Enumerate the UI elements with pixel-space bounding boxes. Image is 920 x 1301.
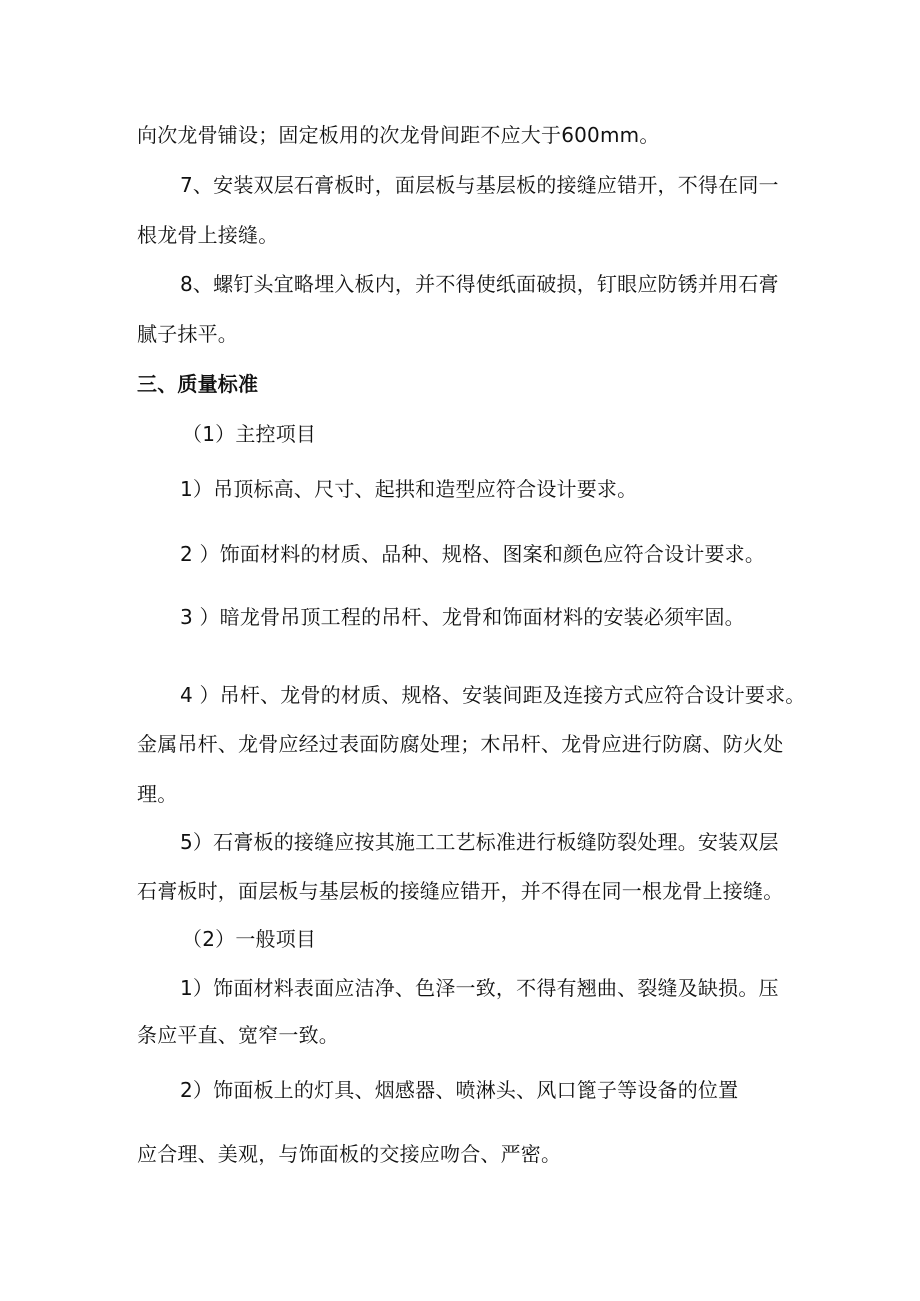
section-heading: 三、质量标准 bbox=[137, 372, 259, 396]
paragraph-line: 应合理、美观，与饰面板的交接应吻合、严密。 bbox=[137, 1142, 562, 1166]
list-item: 5）石膏板的接缝应按其施工工艺标准进行板缝防裂处理。安装双层 bbox=[180, 830, 779, 854]
list-item: 4 ）吊杆、龙骨的材质、规格、安装间距及连接方式应符合设计要求。 bbox=[180, 683, 806, 707]
paragraph-line: 理。 bbox=[137, 782, 178, 806]
paragraph-line: 7、安装双层石膏板时，面层板与基层板的接缝应错开，不得在同一 bbox=[180, 173, 779, 197]
list-item: 2）饰面板上的灯具、烟感器、喷淋头、风口篦子等设备的位置 bbox=[180, 1078, 739, 1102]
list-item: 2 ）饰面材料的材质、品种、规格、图案和颜色应符合设计要求。 bbox=[180, 542, 766, 566]
list-item: 1）吊顶标高、尺寸、起拱和造型应符合设计要求。 bbox=[180, 477, 638, 501]
paragraph-line: 条应平直、宽窄一致。 bbox=[137, 1023, 339, 1047]
paragraph-line: 向次龙骨铺设；固定板用的次龙骨间距不应大于600mm。 bbox=[137, 123, 660, 147]
subsection-heading: （2）一般项目 bbox=[182, 927, 317, 951]
subsection-heading: （1）主控项目 bbox=[182, 422, 317, 446]
paragraph-line: 根龙骨上接缝。 bbox=[137, 223, 279, 247]
list-item: 1）饰面材料表面应洁净、色泽一致，不得有翘曲、裂缝及缺损。压 bbox=[180, 976, 779, 1000]
paragraph-line: 8、螺钉头宜略埋入板内，并不得使纸面破损，钉眼应防锈并用石膏 bbox=[180, 272, 779, 296]
paragraph-line: 腻子抹平。 bbox=[137, 322, 238, 346]
list-item: 3 ）暗龙骨吊顶工程的吊杆、龙骨和饰面材料的安装必须牢固。 bbox=[180, 605, 745, 629]
paragraph-line: 石膏板时，面层板与基层板的接缝应错开，并不得在同一根龙骨上接缝。 bbox=[137, 879, 784, 903]
paragraph-line: 金属吊杆、龙骨应经过表面防腐处理；木吊杆、龙骨应进行防腐、防火处 bbox=[137, 732, 784, 756]
